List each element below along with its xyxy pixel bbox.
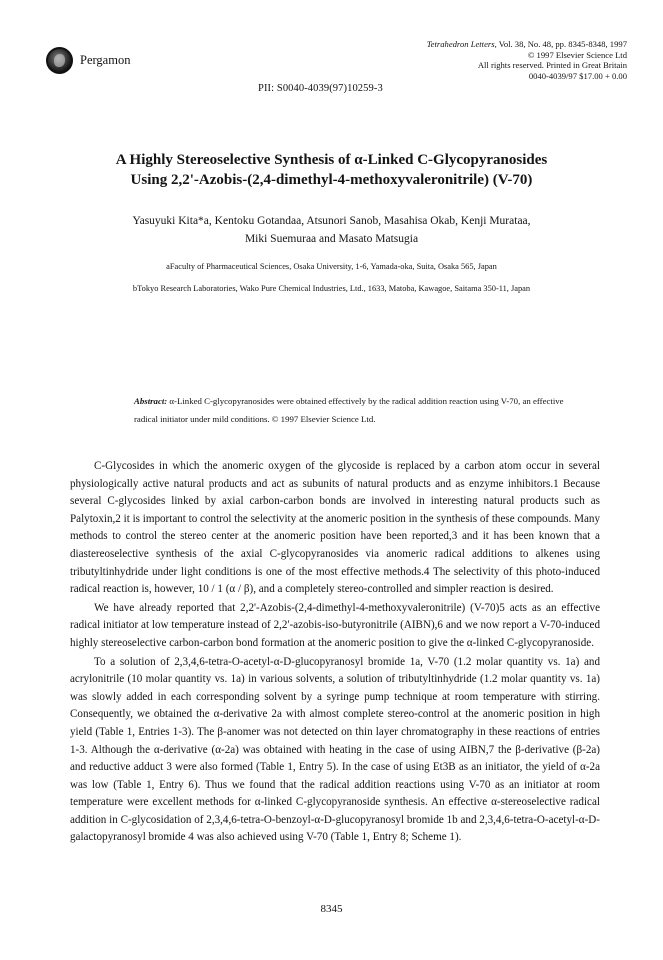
title-line-1: A Highly Stereoselective Synthesis of α-Linked C-Glycopyranosides	[115, 152, 548, 168]
citation-block	[427, 39, 627, 81]
page-number: 8345	[320, 903, 343, 915]
rights-line: All rights reserved. Printed in Great Britain	[477, 60, 627, 71]
authors-line-1: Yasuyuki Kita*a, Kentoku Gotandaa, Atsunori Sanob, Masahisa Okab, Kenji Murataa,	[132, 215, 531, 227]
citation-line	[427, 39, 627, 50]
affiliation-a: aFaculty of Pharmaceutical Sciences, Osaka University, 1-6, Yamada-oka, Suita, Osaka 565, Japan	[166, 262, 497, 271]
affiliation-b: bTokyo Research Laboratories, Wako Pure Chemical Industries, Ltd., 1633, Matoba, Kawagoe, Saitama 350-11, Japan	[132, 284, 531, 293]
paragraph-2: We have already reported that 2,2'-Azobis-(2,4-dimethyl-4-methoxyvaleronitrile) (V-70)5 acts as an effective radical initiator at low temperature instead of 2,2'-azobis-iso-butyronitrile (AIBN),6 and we now report a V-70-induced highly stereoselective carbon-carbon bond formation at the anomeric position to give the α-linked C-glycopyranoside.	[70, 601, 600, 649]
pii-line: PII: S0040-4039(97)10259-3	[258, 83, 383, 94]
citation-details: , Vol. 38, No. 48, pp. 8345-8348, 1997	[494, 39, 627, 49]
issn-price-line: 0040-4039/97 $17.00 + 0.00	[528, 70, 627, 81]
author-list	[0, 212, 663, 248]
article-title	[0, 150, 663, 190]
copyright-line: © 1997 Elsevier Science Ltd	[527, 49, 627, 60]
publisher-block	[46, 44, 130, 76]
paragraph-3: To a solution of 2,3,4,6-tetra-O-acetyl-α-D-glucopyranosyl bromide 1a, V-70 (1.2 molar quantity vs. 1a) and acrylonitrile (10 molar quantity vs. 1a) in various solvents, a solution of tributyltinhydride (1.2 molar quantity vs. 1a) was slowly added in each corresponding solvent by a syringe pump technique at room temperature with stirring. Consequently, we obtained the α-derivative 2a with almost complete stereo-control at the anomeric position in high yield (Table 1, Entries 1-3). The β-anomer was not detected on thin layer chromatography in these reactions of entries 1-3. Although the α-derivative (α-2a) was obtained with heating in the case of using AIBN,7 the β-derivative (β-2a) and reductive adduct 3 were also formed (Table 1, Entry 5). In the case of using Et3B as an initiator, the yield of α-2a was low (Table 1, Entry 6). Thus we found that the radical addition reactions using V-70 as an initiator at room temperature were excellent methods for α-linked C-glycopyranoside synthesis. An effective α-stereoselective radical addition in C-glycosidation of 2,3,4,6-tetra-O-benzoyl-α-D-glucopyranosyl bromide 1b and 2,3,4,6-tetra-O-acetyl-α-D-galactopyranosyl bromide 4 was also achieved using V-70 (Table 1, Entry 8; Scheme 1).	[70, 655, 600, 844]
abstract	[134, 392, 564, 428]
publisher-name: Pergamon	[80, 52, 131, 67]
title-line-2: Using 2,2'-Azobis-(2,4-dimethyl-4-methoxyvaleronitrile) (V-70)	[130, 172, 533, 188]
paragraph-1: C-Glycosides in which the anomeric oxygen of the glycoside is replaced by a carbon atom occur in several physiologically active natural products and act as subunits of natural products and as enzyme inhibitors.1 Because several C-glycosides linked by axial carbon-carbon bonds are involved in interesting natural products such as Palytoxin,2 it is important to control the selectivity at the anomeric position in the synthesis of these compounds. Many methods to control the stereo center at the anomeric position have been reported,3 and it has been known that a diastereoselective synthesis of the axial C-glycopyranosides via anomeric radical additions to alkenes using tributyltinhydride under light conditions is one of the most effective methods.4 The selectivity of this photo-induced radical reaction is, however, 10 / 1 (α / β), and a completely stereo-controlled and simpler reaction is desired.	[70, 460, 600, 596]
abstract-text: α-Linked C-glycopyranosides were obtained effectively by the radical addition reaction using V-70, an effective radical initiator under mild conditions. © 1997 Elsevier Science Ltd.	[134, 396, 564, 424]
body-text	[70, 458, 600, 847]
abstract-label: Abstract:	[134, 396, 168, 406]
journal-name: Tetrahedron Letters	[426, 39, 495, 49]
authors-line-2: Miki Suemuraa and Masato Matsugia	[244, 233, 419, 245]
pergamon-logo-icon	[46, 47, 73, 74]
